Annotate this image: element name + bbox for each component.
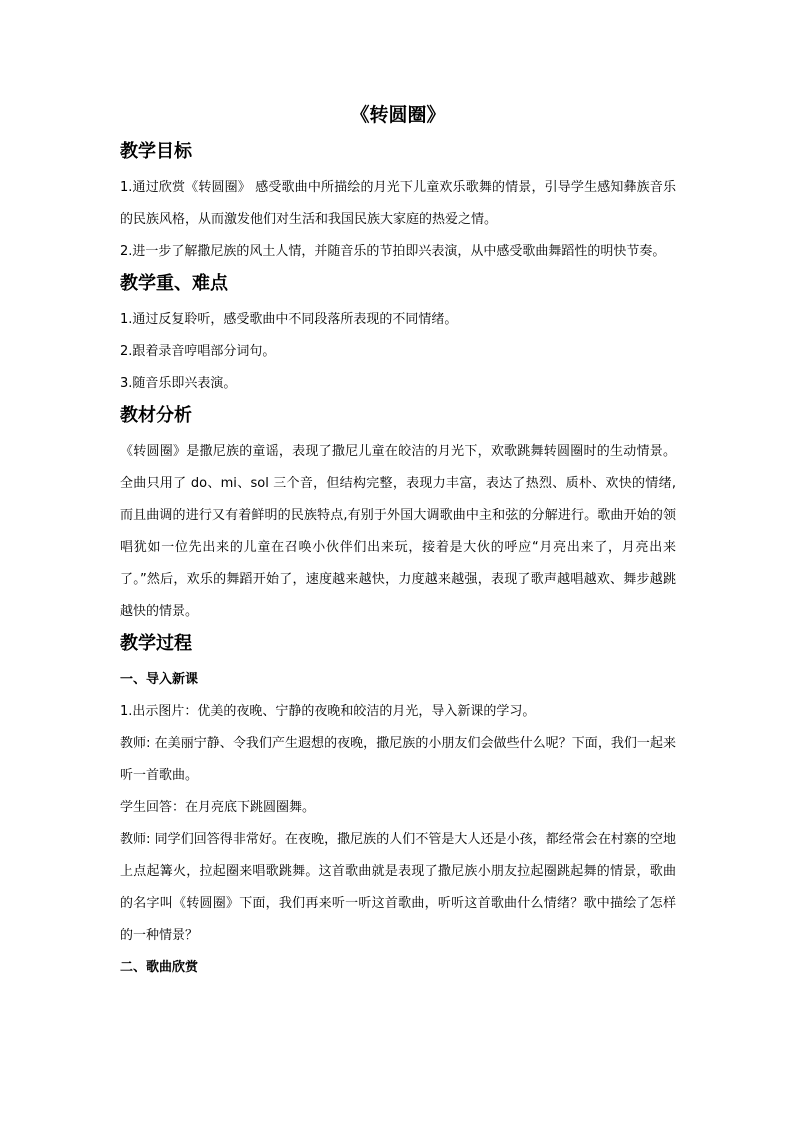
process-part2-heading: 二、歌曲欣赏 — [120, 960, 199, 975]
section-heading-keypoints: 教学重、难点 — [120, 273, 228, 294]
analysis-paragraph: 《转圆圈》是撒尼族的童谣，表现了撒尼儿童在皎洁的月光下，欢歌跳舞转圆圈时的生动情景。全曲只用了 do、mi、sol 三个音，但结构完整，表现力丰富，表达了热烈、质朴、欢快的情绪,而且曲调的进行又有着鲜明的民族特点,有别于外国大调歌曲中主和弦的分解进行。歌曲开始的领唱犹如一位先出来的儿童在召唤小伙伴们出来玩，接着是大伙的呼应“月亮出来了，月亮出来了。”然后，欢乐的舞蹈开始了，速度越来越快，力度越来越强，表现了歌声越唱越欢、舞步越跳越快的情景。 — [120, 444, 676, 619]
keypoint-item-2: 2.跟着录音哼唱部分词句。 — [120, 344, 276, 359]
process-line-3: 学生回答：在月亮底下跳圆圈舞。 — [120, 800, 316, 815]
section-heading-process: 教学过程 — [120, 633, 192, 654]
process-line-1: 1.出示图片：优美的夜晚、宁静的夜晚和皎洁的月光，导入新课的学习。 — [120, 704, 536, 719]
keypoint-item-1: 1.通过反复聆听，感受歌曲中不同段落所表现的不同情绪。 — [120, 312, 458, 327]
process-line-2: 教师: 在美丽宁静、令我们产生遐想的夜晚，撒尼族的小朋友们会做些什么呢？下面，我们一起来听一首歌曲。 — [120, 736, 676, 783]
process-part1-heading: 一、导入新课 — [120, 672, 199, 687]
goal-item-1: 1.通过欣赏《转圆圈》 感受歌曲中所描绘的月光下儿童欢乐歌舞的情景，引导学生感知彝族音乐的民族风格，从而激发他们对生活和我国民族大家庭的热爱之情。 — [120, 180, 676, 227]
document-title: 《转圆圈》 — [350, 104, 446, 126]
section-heading-analysis: 教材分析 — [120, 405, 192, 426]
keypoint-item-3: 3.随音乐即兴表演。 — [120, 376, 237, 391]
process-line-4: 教师: 同学们回答得非常好。在夜晚，撒尼族的人们不管是大人还是小孩，都经常会在村寨的空地上点起篝火，拉起圈来唱歌跳舞。这首歌曲就是表现了撒尼族小朋友拉起圈跳起舞的情景，歌曲的名字叫《转圆圈》下面，我们再来听一听这首歌曲，听听这首歌曲什么情绪？歌中描绘了怎样的一种情景？ — [120, 832, 676, 943]
document-content — [120, 100, 676, 984]
goal-item-2: 2.进一步了解撒尼族的风土人情，并随音乐的节拍即兴表演，从中感受歌曲舞蹈性的明快节奏。 — [120, 244, 666, 259]
section-heading-goals: 教学目标 — [120, 141, 192, 162]
